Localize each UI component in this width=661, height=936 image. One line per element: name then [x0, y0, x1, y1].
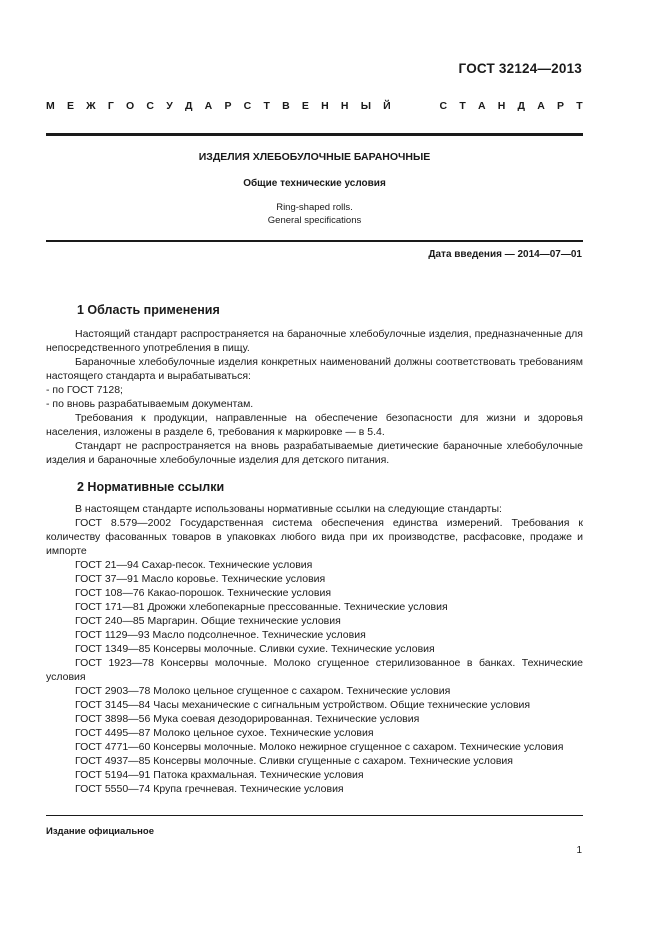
- section-2-body: [46, 502, 583, 796]
- reference-item: ГОСТ 4771—60 Консервы молочные. Молоко нежирное сгущенное с сахаром. Технические условия: [75, 741, 564, 753]
- heading-letter: А: [537, 100, 545, 112]
- section-2-heading: 2 Нормативные ссылки: [77, 480, 225, 494]
- reference-item: ГОСТ 3145—84 Часы механические с сигнальным устройством. Общие технические условия: [75, 699, 531, 711]
- document-title: ИЗДЕЛИЯ ХЛЕБОБУЛОЧНЫЕ БАРАНОЧНЫЕ: [198, 151, 431, 163]
- heading-letter: Е: [301, 100, 309, 112]
- heading-letter: Р: [224, 100, 232, 112]
- reference-item: ГОСТ 1129—93 Масло подсолнечное. Технические условия: [75, 629, 366, 641]
- heading-letter: У: [166, 100, 173, 112]
- reference-item: ГОСТ 5550—74 Крупа гречневая. Технические условия: [75, 783, 344, 795]
- section-1-body: [46, 327, 583, 467]
- heading-letter: Н: [321, 100, 329, 112]
- standard-type-heading: [46, 100, 583, 112]
- english-title-line-2: General specifications: [267, 215, 362, 226]
- heading-letter: С: [243, 100, 252, 112]
- reference-item: ГОСТ 8.579—2002 Государственная система обеспечения единства измерений. Требования к количеству фасованных товаров в упаковках любого вида при их производстве, расфасовке, продаже и импорте: [46, 517, 583, 557]
- heading-letter: Ы: [360, 100, 371, 112]
- heading-letter: Р: [557, 100, 565, 112]
- paragraph: Настоящий стандарт распространяется на бараночные хлебобулочные изделия, предназначенные для непосредственного употребления в пищу.: [46, 328, 583, 354]
- edition-label: Издание официальное: [46, 826, 154, 837]
- reference-item: ГОСТ 37—91 Масло коровье. Технические условия: [75, 573, 326, 585]
- heading-letter: Е: [66, 100, 74, 112]
- heading-letter: М: [46, 100, 55, 112]
- reference-item: ГОСТ 240—85 Маргарин. Общие технические условия: [75, 615, 341, 627]
- heading-letter: Н: [497, 100, 506, 112]
- reference-item: ГОСТ 108—76 Какао-порошок. Технические условия: [75, 587, 332, 599]
- intro-date: Дата введения — 2014—07—01: [428, 249, 582, 260]
- paragraph: Требования к продукции, направленные на обеспечение безопасности для жизни и здоровья населения, изложены в разделе 6, требования к маркировке — в 5.4.: [46, 412, 583, 438]
- list-item: - по вновь разрабатываемым документам.: [46, 398, 254, 410]
- reference-item: ГОСТ 171—81 Дрожжи хлебопекарные прессованные. Технические условия: [75, 601, 448, 613]
- paragraph: Бараночные хлебобулочные изделия конкретных наименований должны соответствовать требованиям настоящего стандарта и вырабатываться:: [46, 356, 583, 382]
- heading-letter: А: [477, 100, 486, 112]
- list-item: - по ГОСТ 7128;: [46, 384, 123, 396]
- reference-item: ГОСТ 1923—78 Консервы молочные. Молоко сгущенное стерилизованное в банках. Технические условия: [46, 657, 583, 683]
- heading-letter: Д: [517, 100, 526, 112]
- reference-item: ГОСТ 1349—85 Консервы молочные. Сливки сухие. Технические условия: [75, 643, 435, 655]
- heading-letter: Г: [107, 100, 114, 112]
- paragraph: Стандарт не распространяется на вновь разрабатываемые диетические бараночные хлебобулочные изделия и бараночные хлебобулочные изделия для детского питания.: [46, 440, 583, 466]
- heading-letter: В: [282, 100, 290, 112]
- heading-letter: Й: [383, 100, 391, 112]
- heading-letter: Ж: [86, 100, 96, 112]
- reference-item: ГОСТ 5194—91 Патока крахмальная. Технические условия: [75, 769, 364, 781]
- heading-letter: С: [146, 100, 154, 112]
- footer-rule: [46, 815, 583, 816]
- top-rule: [46, 133, 583, 136]
- reference-item: ГОСТ 4495—87 Молоко цельное сухое. Технические условия: [75, 727, 374, 739]
- section-1-heading: 1 Область применения: [77, 303, 220, 317]
- english-title-line-1: Ring-shaped rolls.: [276, 202, 353, 213]
- paragraph: В настоящем стандарте использованы нормативные ссылки на следующие стандарты:: [75, 503, 502, 515]
- gost-code: ГОСТ 32124—2013: [458, 61, 582, 76]
- document-subtitle: Общие технические условия: [243, 178, 386, 189]
- reference-item: ГОСТ 21—94 Сахар-песок. Технические условия: [75, 559, 313, 571]
- reference-item: ГОСТ 3898—56 Мука соевая дезодорированная. Технические условия: [75, 713, 420, 725]
- heading-letter: Т: [263, 100, 270, 112]
- heading-letter: А: [204, 100, 213, 112]
- heading-letter: С: [439, 100, 448, 112]
- reference-item: ГОСТ 4937—85 Консервы молочные. Сливки сгущенные с сахаром. Технические условия: [75, 755, 513, 767]
- title-rule: [46, 240, 583, 242]
- heading-letter: Н: [340, 100, 349, 112]
- heading-letter: О: [126, 100, 135, 112]
- heading-letter: Т: [459, 100, 466, 112]
- page-number: 1: [576, 845, 582, 856]
- heading-letter: Д: [184, 100, 193, 112]
- reference-item: ГОСТ 2903—78 Молоко цельное сгущенное с сахаром. Технические условия: [75, 685, 451, 697]
- heading-letter: Т: [576, 100, 583, 112]
